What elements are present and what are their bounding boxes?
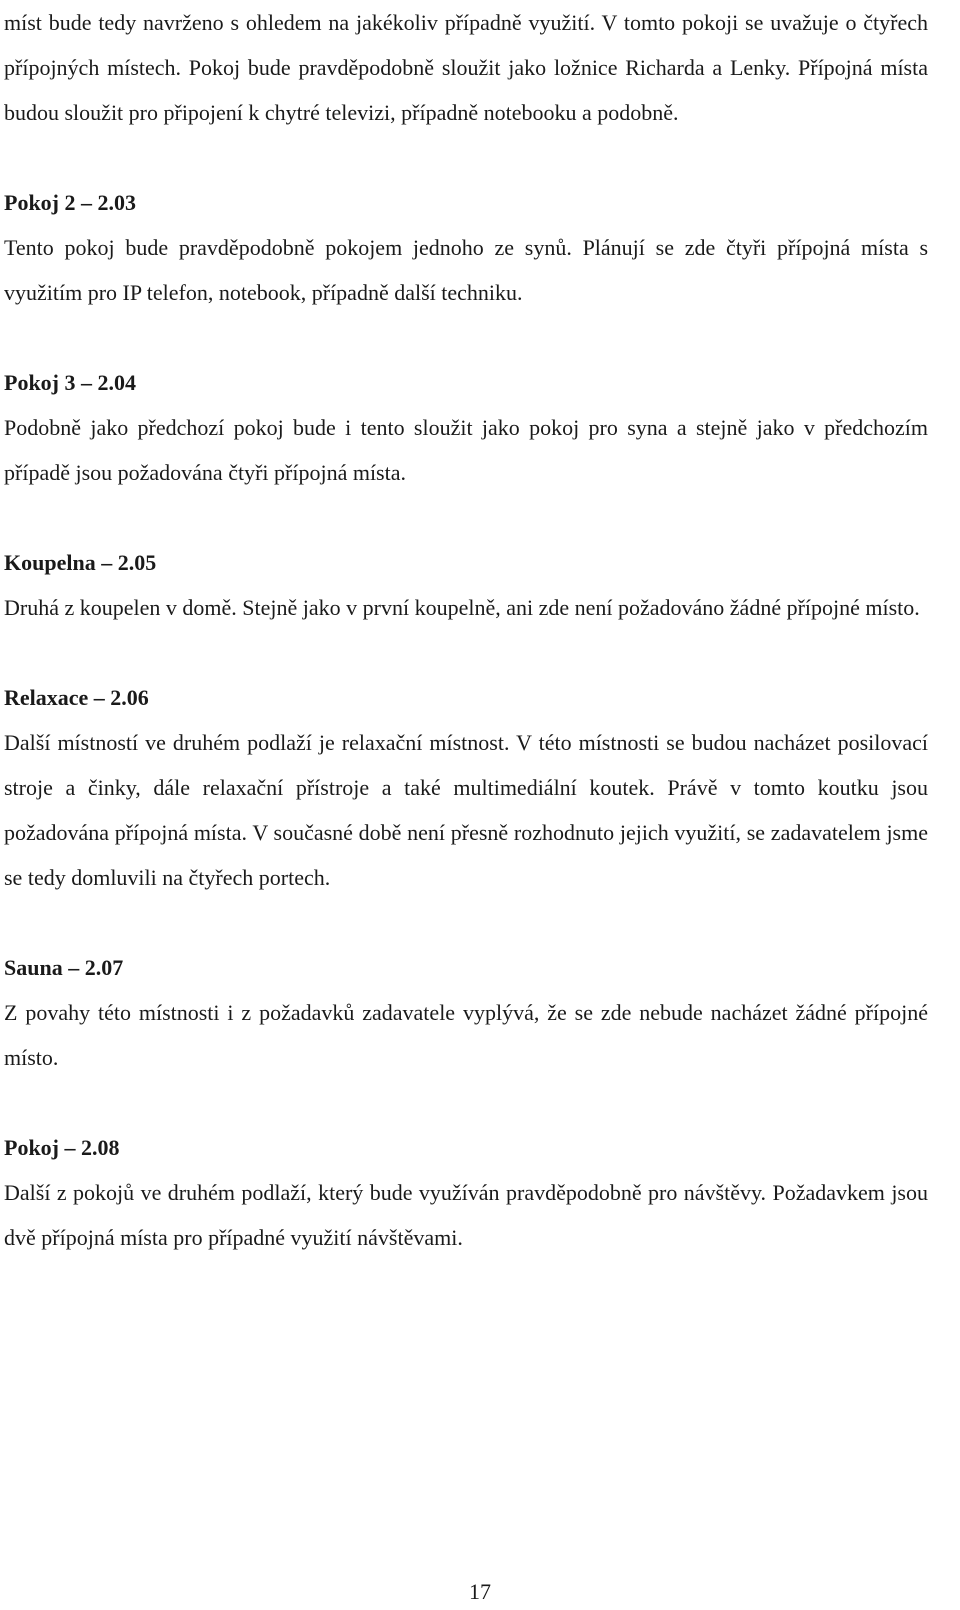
document-page [4, 0, 928, 1260]
section-heading: Pokoj 3 – 2.04 [4, 370, 136, 395]
section-heading: Relaxace – 2.06 [4, 685, 149, 710]
section-paragraph: Další místností ve druhém podlaží je relaxační místnost. V této místnosti se budou nacházet posilovací stroje a činky, dále relaxační přístroje a také multimediální koutek. Právě v tomto koutku jsou požadována přípojná místa. V současné době není přesně rozhodnuto jejich využití, se zadavatelem jsme se tedy domluvili na čtyřech portech. [4, 730, 928, 890]
section-koupelna-2-05 [4, 540, 928, 630]
section-paragraph: Tento pokoj bude pravděpodobně pokojem jednoho ze synů. Plánují se zde čtyři přípojná místa s využitím pro IP telefon, notebook, případně další techniku. [4, 235, 928, 305]
section-heading: Koupelna – 2.05 [4, 550, 157, 575]
section-heading: Pokoj 2 – 2.03 [4, 190, 136, 215]
section-heading: Sauna – 2.07 [4, 955, 124, 980]
section-sauna-2-07 [4, 945, 928, 1080]
page-number: 17 [469, 1579, 491, 1604]
section-pokoj-2-04 [4, 360, 928, 495]
section-paragraph: Podobně jako předchozí pokoj bude i tento sloužit jako pokoj pro syna a stejně jako v předchozím případě jsou požadována čtyři přípojná místa. [4, 415, 928, 485]
section-paragraph: Z povahy této místnosti i z požadavků zadavatele vyplývá, že se zde nebude nacházet žádné přípojné místo. [4, 1000, 928, 1070]
section-paragraph: Další z pokojů ve druhém podlaží, který bude využíván pravděpodobně pro návštěvy. Požadavkem jsou dvě přípojná místa pro případné využití návštěvami. [4, 1180, 928, 1250]
intro-paragraph: míst bude tedy navrženo s ohledem na jakékoliv případně využití. V tomto pokoji se uvažuje o čtyřech přípojných místech. Pokoj bude pravděpodobně sloužit jako ložnice Richarda a Lenky. Přípojná místa budou sloužit pro připojení k chytré televizi, případně notebooku a podobně. [4, 10, 928, 125]
section-relaxace-2-06 [4, 675, 928, 900]
section-paragraph: Druhá z koupelen v domě. Stejně jako v první koupelně, ani zde není požadováno žádné přípojné místo. [4, 595, 920, 620]
section-pokoj-2-08 [4, 1125, 928, 1260]
section-pokoj-2-03 [4, 180, 928, 315]
section-heading: Pokoj – 2.08 [4, 1135, 120, 1160]
